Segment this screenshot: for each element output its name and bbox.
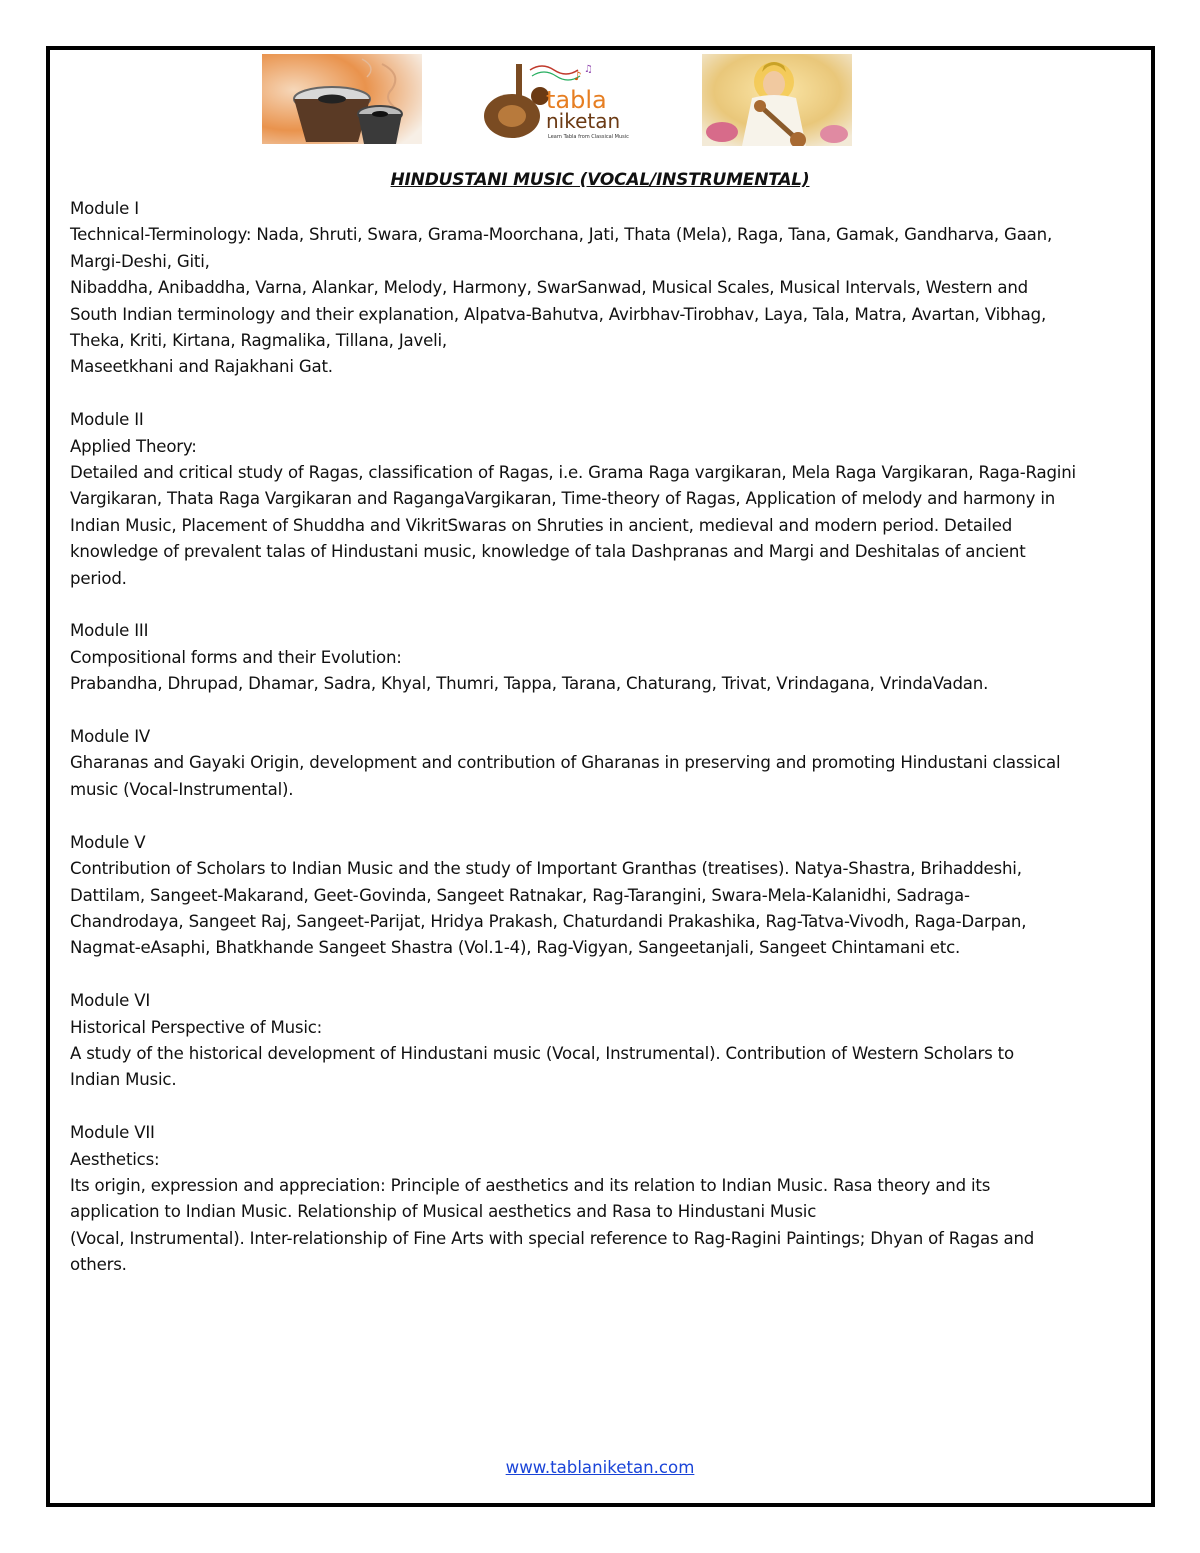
module-line: application to Indian Music. Relationship of Musical aesthetics and Rasa to Hindustani Music [70,1202,817,1222]
logo-text-tabla: tabla [546,86,607,114]
module-line: Maseetkhani and Rajakhani Gat. [70,357,333,377]
module-heading: Module VII [70,1123,155,1143]
module-line: A study of the historical development of Hindustani music (Vocal, Instrumental). Contribution of Western Scholars to [70,1043,1014,1063]
module-line: Gharanas and Gayaki Origin, development and contribution of Gharanas in preserving and promoting Hindustani classical [70,753,1061,773]
module-line: Contribution of Scholars to Indian Music and the study of Important Granthas (treatises). Natya-Shastra, Brihaddeshi, [70,859,1022,879]
module-line: Its origin, expression and appreciation: Principle of aesthetics and its relation to Indian Music. Rasa theory and its [70,1175,991,1195]
website-link[interactable]: www.tablaniketan.com [505,1458,695,1477]
module-2 [70,407,1140,592]
module-line: Historical Perspective of Music: [70,1017,323,1037]
module-heading: Module III [70,621,149,641]
module-line: Chandrodaya, Sangeet Raj, Sangeet-Parijat, Hridya Prakash, Chaturdandi Prakashika, Rag-Tatva-Vivodh, Raga-Darpan, [70,911,1027,931]
module-heading: Module II [70,410,144,430]
module-line: Vargikaran, Thata Raga Vargikaran and RagangaVargikaran, Time-theory of Ragas, Application of melody and harmony in [70,489,1056,509]
logo-text-niketan: niketan [546,109,621,133]
header-banner [262,54,852,146]
logo-tagline: Learn Tabla from Classical Music [548,134,629,140]
tabla-drums-image [262,54,422,144]
module-line: Aesthetics: [70,1149,160,1169]
module-line: Prabandha, Dhrupad, Dhamar, Sadra, Khyal, Thumri, Tappa, Tarana, Chaturang, Trivat, Vrindagana, VrindaVadan. [70,674,989,694]
module-line: Indian Music, Placement of Shuddha and VikritSwaras on Shruties in ancient, medieval and modern period. Detailed [70,515,1013,535]
module-6 [70,988,1140,1094]
tabla-niketan-logo [482,58,652,142]
module-4 [70,724,1140,803]
module-heading: Module I [70,199,139,218]
svg-text:♫: ♫ [584,64,593,75]
module-5 [70,830,1140,962]
svg-text:♪: ♪ [574,69,582,83]
module-7 [70,1120,1140,1278]
module-line: others. [70,1255,127,1275]
module-line: (Vocal, Instrumental). Inter-relationship of Fine Arts with special reference to Rag-Ragini Paintings; Dhyan of Ragas and [70,1228,1035,1248]
module-line: Nibaddha, Anibaddha, Varna, Alankar, Melody, Harmony, SwarSanwad, Musical Scales, Musical Intervals, Western and [70,278,1028,298]
saraswati-image [702,54,852,146]
module-line: period. [70,568,127,588]
module-line: Margi-Deshi, Giti, [70,251,210,271]
module-heading: Module VI [70,991,151,1011]
module-line: Dattilam, Sangeet-Makarand, Geet-Govinda, Sangeet Ratnakar, Rag-Tarangini, Swara-Mela-Kalanidhi, Sadraga- [70,885,970,905]
module-line: Detailed and critical study of Ragas, classification of Ragas, i.e. Grama Raga vargikaran, Mela Raga Vargikaran, Raga-Ragini [70,463,1076,483]
module-line: knowledge of prevalent talas of Hindustani music, knowledge of tala Dashpranas and Margi and Deshitalas of ancient [70,542,1026,562]
module-line: Indian Music. [70,1070,177,1090]
document-title: HINDUSTANI MUSIC (VOCAL/INSTRUMENTAL) [390,170,810,190]
module-line: Technical-Terminology: Nada, Shruti, Swara, Grama-Moorchana, Jati, Thata (Mela), Raga, Tana, Gamak, Gandharva, Gaan, [70,225,1053,245]
module-heading: Module IV [70,727,151,747]
module-3 [70,618,1140,697]
syllabus-content [70,196,1140,1305]
module-line: Nagmat-eAsaphi, Bhatkhande Sangeet Shastra (Vol.1-4), Rag-Vigyan, Sangeetanjali, Sangeet Chintamani etc. [70,938,961,958]
module-line: South Indian terminology and their explanation, Alpatva-Bahutva, Avirbhav-Tirobhav, Laya, Tala, Matra, Avartan, Vibhag, [70,304,1047,324]
module-line: Theka, Kriti, Kirtana, Ragmalika, Tillana, Javeli, [70,331,448,351]
module-1 [70,196,1140,381]
module-line: Compositional forms and their Evolution: [70,647,402,667]
module-line: music (Vocal-Instrumental). [70,779,294,799]
module-line: Applied Theory: [70,436,197,456]
module-heading: Module V [70,832,146,852]
